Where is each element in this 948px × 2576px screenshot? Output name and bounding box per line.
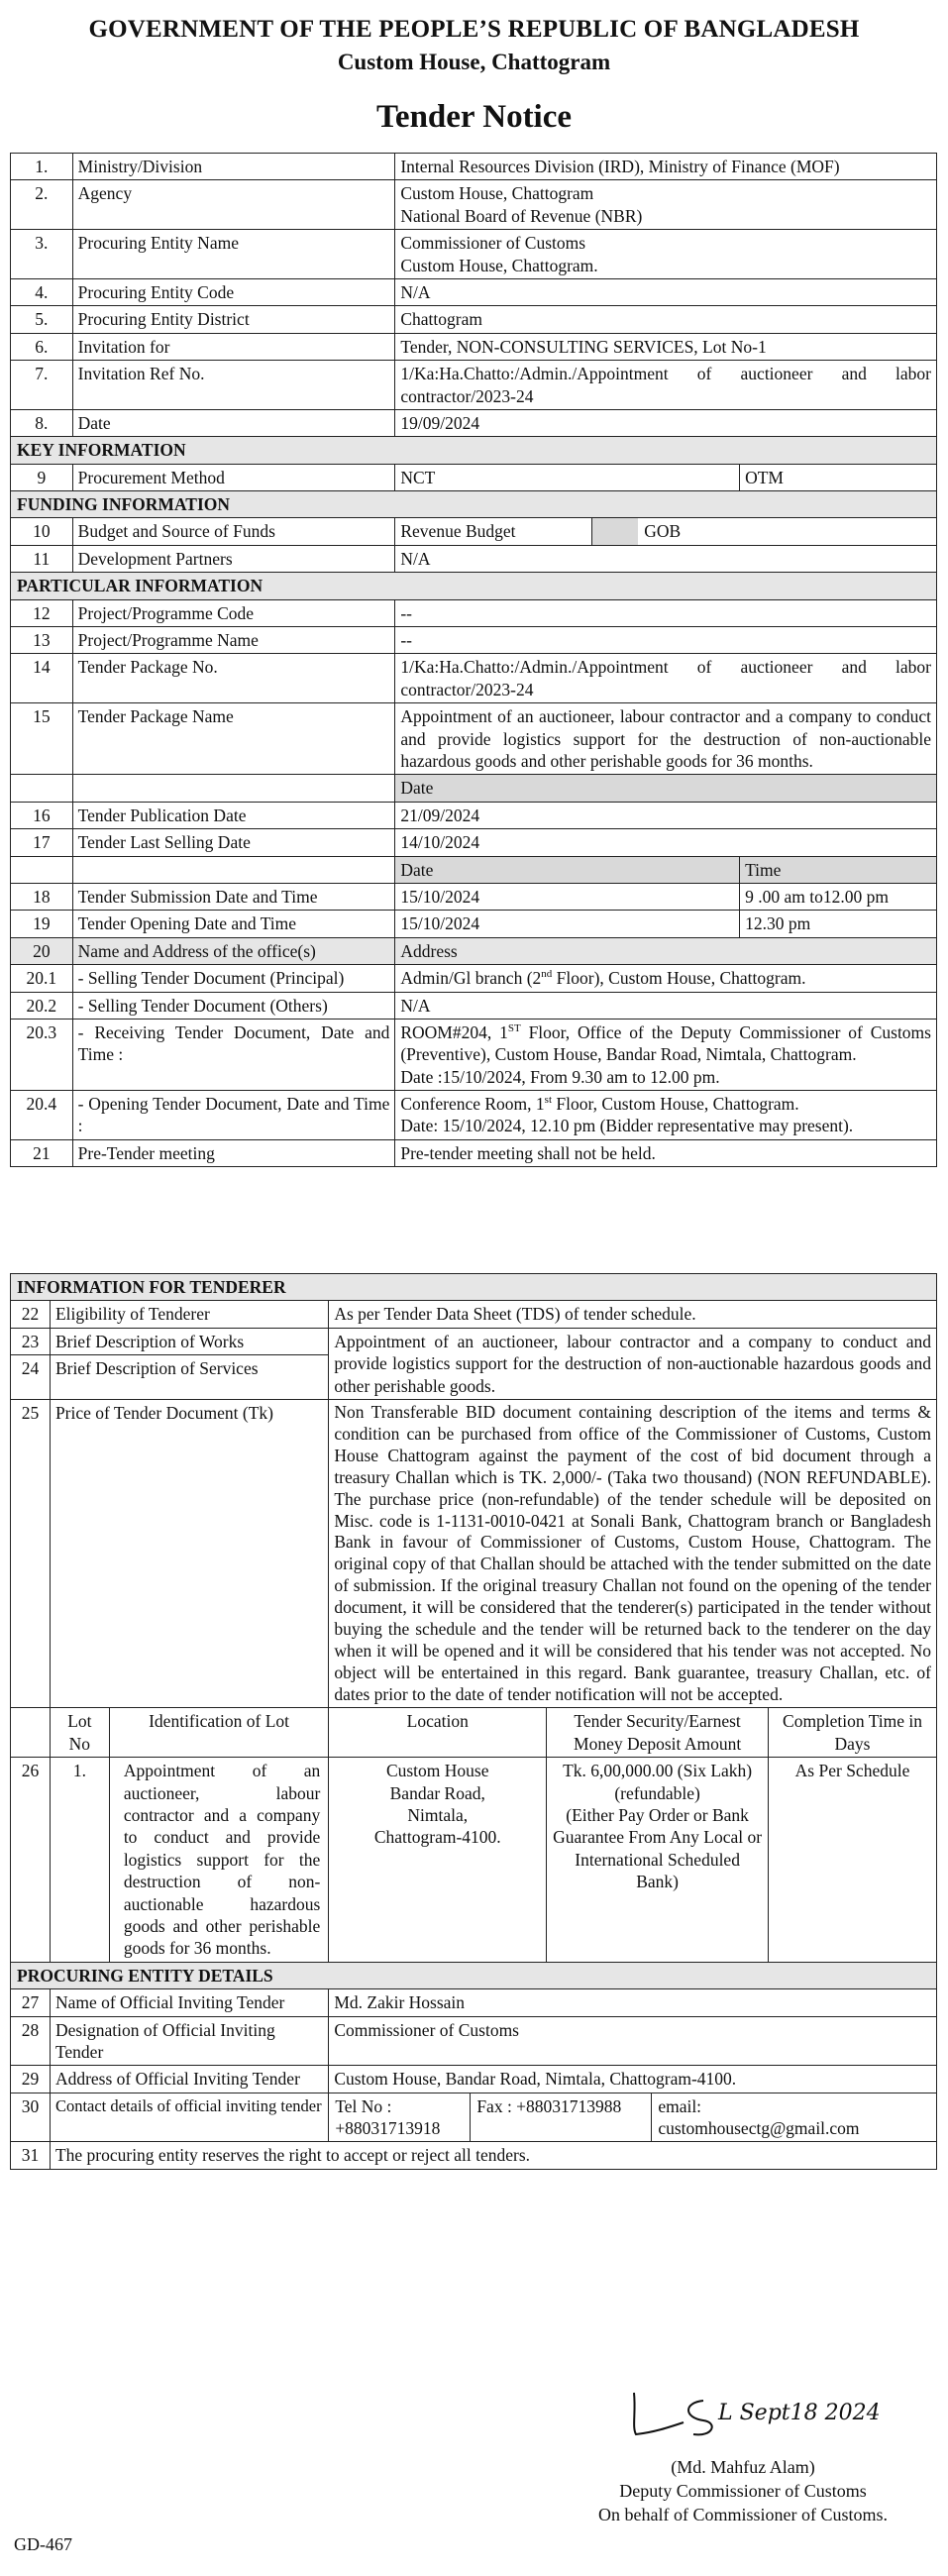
footer-code: GD-467 — [14, 2534, 72, 2554]
table-row: 27 Name of Official Inviting Tender Md. Zakir Hossain — [11, 1989, 937, 2016]
table-row: 18 Tender Submission Date and Time 15/10/2024 9 .00 am to12.00 pm — [11, 883, 937, 910]
table-row: 4. Procuring Entity Code N/A — [11, 278, 937, 305]
tender-table-tenderer — [10, 1273, 937, 2170]
table-row: 25 Price of Tender Document (Tk) Non Transferable BID document containing description of the items and terms & condition can be purchased from office of the Commissioner of Customs, Custom House Chattogram against the payment of the cost of bid document through a treasury Challan which is TK. 2,000/- (Taka two thousand) (NON REFUNDABLE). The purchase price (non-refundable) of the tender schedule will be deposited on Misc. code is 1-1131-0010-0421 at Sonali Bank, Chattogram branch or Bangladesh Bank in favour of Commissioner of Customs, Custom House, Chattogram. The original copy of that Challan should be attached with the tender submitted on the date of submission. If the original treasury Challan not found on the opening of the tender document, it will be considered that the tenderer(s) participated in the tender without buying the schedule and the tender will be returned back to the tenderer on the day when it will be opened and it will be considered that his tender was not accepted. No object will be entertained in this regard. Bank guarantee, treasury Challan, etc. of dates prior to the date of tender notification will not be accepted. — [11, 1400, 937, 1708]
table-row: 23 Brief Description of Works Appointment of an auctioneer, labour contractor and a company to conduct and provide logistics support for the destruction of non-auctionable hazardous goods and other perishable goods. — [11, 1328, 937, 1354]
table-row: 20.2 - Selling Tender Document (Others) N/A — [11, 992, 937, 1019]
table-row: 2. Agency Custom House, Chattogram National Board of Revenue (NBR) — [11, 180, 937, 230]
table-row: 9 Procurement Method NCT OTM — [11, 464, 937, 490]
table-row: 20 Name and Address of the office(s) Address — [11, 937, 937, 964]
table-row: 17 Tender Last Selling Date 14/10/2024 — [11, 829, 937, 856]
office-heading: Custom House, Chattogram — [337, 50, 611, 74]
government-heading: GOVERNMENT OF THE PEOPLE’S REPUBLIC OF BANGLADESH — [88, 16, 860, 43]
section-heading-key-information: KEY INFORMATION — [11, 437, 937, 464]
table-row: 21 Pre-Tender meeting Pre-tender meeting shall not be held. — [11, 1139, 937, 1166]
table-row: 12 Project/Programme Code -- — [11, 599, 937, 626]
table-row: 30 Contact details of official inviting tender Tel No : +88031713918 Fax : +88031713988 email: customhousectg@gmail.com — [11, 2093, 937, 2142]
table-row: 20.4 - Opening Tender Document, Date and Time : Conference Room, 1st Floor, Custom House, Chattogram. Date: 15/10/2024, 12.10 pm (Bidder representative may present). — [11, 1091, 937, 1140]
table-row: 28 Designation of Official Inviting Tender Commissioner of Customs — [11, 2016, 937, 2066]
signatory-behalf: On behalf of Commissioner of Customs. — [598, 2505, 888, 2524]
lot-header-row: Lot No Identification of Lot Location Tender Security/Earnest Money Deposit Amount Completion Time in Days — [11, 1708, 937, 1758]
table-row: 24 Brief Description of Services — [11, 1355, 937, 1400]
table-row: 6. Invitation for Tender, NON-CONSULTING SERVICES, Lot No-1 — [11, 333, 937, 360]
shaded-cell — [592, 518, 638, 544]
table-row: 31 The procuring entity reserves the right to accept or reject all tenders. — [11, 2142, 937, 2169]
table-row: 16 Tender Publication Date 21/09/2024 — [11, 802, 937, 828]
table-row: Date — [11, 775, 937, 802]
table-row: 8. Date 19/09/2024 — [11, 409, 937, 436]
lot-row: 26 1. Appointment of an auctioneer, labour contractor and a company to conduct and provide logistics support for the destruction of non-auctionable hazardous goods and other perishable goods for 36 months. Custom House Bandar Road, Nimtala, Chattogram-4100. Tk. 6,00,000.00 (Six Lakh) (refundable) (Either Pay Order or Bank Guarantee From Any Local or International Scheduled Bank) As Per Schedule — [11, 1758, 937, 1963]
table-row: Date Time — [11, 856, 937, 883]
signature: L Sept18 2024 — [614, 2383, 911, 2442]
table-row: 3. Procuring Entity Name Commissioner of Customs Custom House, Chattogram. — [11, 230, 937, 279]
table-row: 11 Development Partners N/A — [11, 545, 937, 572]
table-row: 10 Budget and Source of Funds Revenue Budget GOB — [11, 518, 937, 545]
page-title: Tender Notice — [375, 99, 573, 135]
table-row: 15 Tender Package Name Appointment of an auctioneer, labour contractor and a company to conduct and provide logistics support for the destruction of non-auctionable hazardous goods and other perishable goods for 36 months. — [11, 703, 937, 775]
signatory-name: (Md. Mahfuz Alam) — [671, 2457, 815, 2477]
section-heading-particular-information: PARTICULAR INFORMATION — [11, 573, 937, 599]
table-row: 22 Eligibility of Tenderer As per Tender Data Sheet (TDS) of tender schedule. — [11, 1301, 937, 1328]
table-row: 14 Tender Package No. 1/Ka:Ha.Chatto:/Admin./Appointment of auctioneer and labor contractor/2023-24 — [11, 654, 937, 703]
table-row: 7. Invitation Ref No. 1/Ka:Ha.Chatto:/Admin./Appointment of auctioneer and labor contractor/2023-24 — [11, 361, 937, 410]
table-row: 19 Tender Opening Date and Time 15/10/2024 12.30 pm — [11, 911, 937, 937]
section-heading-information-for-tenderer: INFORMATION FOR TENDERER — [11, 1274, 937, 1301]
table-row: 5. Procuring Entity District Chattogram — [11, 306, 937, 333]
table-row: 20.3 - Receiving Tender Document, Date and Time : ROOM#204, 1ST Floor, Office of the Deputy Commissioner of Customs (Preventive), Custom House, Bandar Road, Nimtala, Chattogram. Date :15/10/2024, From 9.30 am to 12.00 pm. — [11, 1019, 937, 1090]
table-row: 20.1 - Selling Tender Document (Principal) Admin/Gl branch (2nd Floor), Custom House, Chattogram. — [11, 965, 937, 992]
table-row: 1. Ministry/Division Internal Resources Division (IRD), Ministry of Finance (MOF) — [11, 154, 937, 180]
section-heading-funding-information: FUNDING INFORMATION — [11, 491, 937, 518]
section-heading-procuring-entity-details: PROCURING ENTITY DETAILS — [11, 1962, 937, 1988]
table-row: 29 Address of Official Inviting Tender Custom House, Bandar Road, Nimtala, Chattogram-4100. — [11, 2066, 937, 2093]
tender-table-general — [10, 153, 937, 1167]
signatory-designation: Deputy Commissioner of Customs — [619, 2481, 867, 2501]
table-row: 13 Project/Programme Name -- — [11, 627, 937, 654]
